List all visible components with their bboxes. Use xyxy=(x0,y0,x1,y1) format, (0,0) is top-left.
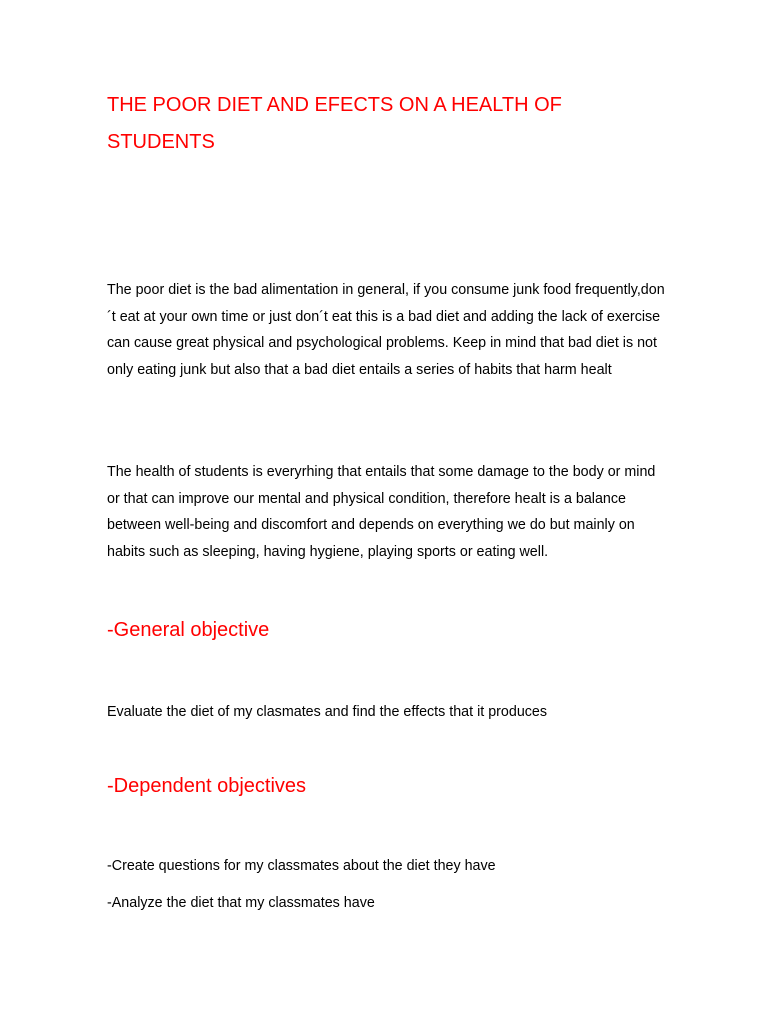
general-objective-heading: -General objective xyxy=(107,619,270,641)
dependent-objective-item: -Create questions for my classmates about the diet they have xyxy=(107,858,496,874)
paragraph-poor-diet: The poor diet is the bad alimentation in general, if you consume junk food frequently,don´t eat at your own time or just don´t eat this is a bad diet and adding the lack of exercise can cause great physical and psychological problems. Keep in mind that bad diet is not only eating junk but also that a bad diet entails a series of habits that harm healt xyxy=(107,282,665,378)
paragraph-student-health: The health of students is everyrhing that entails that some damage to the body or mind or that can improve our mental and physical condition, therefore healt is a balance between well-being and discomfort and depends on everything we do but mainly on habits such as sleeping, having hygiene, playing sports or eating well. xyxy=(107,464,656,560)
document-title: THE POOR DIET AND EFECTS ON A HEALTH OF STUDENTS xyxy=(107,94,562,153)
general-objective-text: Evaluate the diet of my clasmates and find the effects that it produces xyxy=(107,704,548,720)
dependent-objectives-heading: -Dependent objectives xyxy=(107,775,307,797)
dependent-objective-item: -Analyze the diet that my classmates have xyxy=(107,895,375,911)
